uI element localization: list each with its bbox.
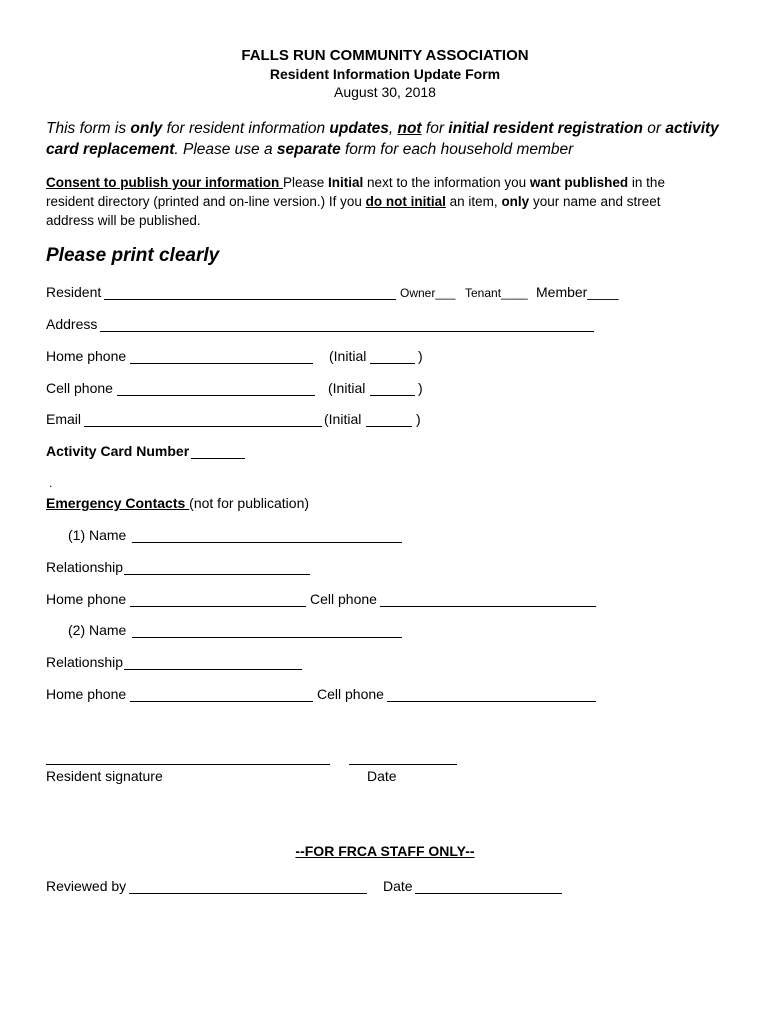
staff-date-field[interactable] xyxy=(415,892,562,894)
contact1-home-phone-label: Home phone xyxy=(46,591,127,607)
contact2-cell-phone-field[interactable] xyxy=(387,700,596,702)
intro-t9: or xyxy=(642,120,666,137)
email-initial-close: ) xyxy=(416,411,421,427)
intro-t3: for resident information xyxy=(162,120,330,137)
email-field[interactable] xyxy=(84,425,322,427)
consent-s9: only xyxy=(501,194,530,209)
staff-date-label: Date xyxy=(383,878,413,894)
contact1-home-phone-field[interactable] xyxy=(130,605,306,607)
home-phone-field[interactable] xyxy=(130,362,313,364)
signature-date-field[interactable] xyxy=(349,763,457,765)
consent-paragraph xyxy=(46,173,665,230)
consent-s8: an item, xyxy=(445,194,502,209)
intro-t7: for xyxy=(421,120,449,137)
emergency-note: (not for publication) xyxy=(189,495,310,511)
print-clearly-heading: Please print clearly xyxy=(46,245,220,266)
intro-t6: not xyxy=(397,120,422,137)
contact1-cell-phone-field[interactable] xyxy=(380,605,596,607)
consent-s1: Please xyxy=(283,175,329,190)
stray-dot: . xyxy=(49,476,53,490)
intro-t1: This form is xyxy=(46,120,131,137)
consent-s2: Initial xyxy=(328,175,364,190)
contact2-home-phone-label: Home phone xyxy=(46,686,127,702)
intro-t8: initial resident registration xyxy=(448,120,643,137)
home-phone-label: Home phone xyxy=(46,348,127,364)
home-phone-initial-open: (Initial xyxy=(329,348,367,364)
address-field[interactable] xyxy=(100,330,594,332)
consent-s10: your name and street xyxy=(529,194,661,209)
form-date: August 30, 2018 xyxy=(334,84,436,100)
intro-paragraph xyxy=(46,118,719,160)
signature-field[interactable] xyxy=(46,763,330,765)
staff-only-text: --FOR FRCA STAFF ONLY-- xyxy=(295,843,475,859)
tenant-option[interactable]: Tenant____ xyxy=(465,286,528,300)
consent-s11: address will be published. xyxy=(46,213,201,228)
intro-t14: form for each household member xyxy=(340,141,574,158)
contact1-relationship-label: Relationship xyxy=(46,559,124,575)
consent-s7: do not initial xyxy=(365,194,446,209)
contact2-name-label: (2) Name xyxy=(68,622,127,638)
org-name: FALLS RUN COMMUNITY ASSOCIATION xyxy=(241,47,529,64)
activity-card-field[interactable] xyxy=(191,457,245,459)
address-label: Address xyxy=(46,316,98,332)
activity-card-label: Activity Card Number xyxy=(46,443,190,459)
contact2-cell-phone-label: Cell phone xyxy=(317,686,384,702)
intro-t5: , xyxy=(388,120,398,137)
resident-label: Resident xyxy=(46,284,102,300)
intro-t11: card replacement xyxy=(46,141,175,158)
resident-field[interactable] xyxy=(104,298,396,300)
intro-t13: separate xyxy=(276,141,341,158)
consent-s5: in the xyxy=(628,175,665,190)
email-initial-field[interactable] xyxy=(366,425,412,427)
email-initial-open: (Initial xyxy=(324,411,362,427)
intro-t12: . Please use a xyxy=(174,141,277,158)
contact2-relationship-label: Relationship xyxy=(46,654,124,670)
cell-phone-initial-field[interactable] xyxy=(370,394,415,396)
consent-heading: Consent to publish your information xyxy=(46,175,283,190)
owner-option[interactable]: Owner___ xyxy=(400,286,456,300)
email-label: Email xyxy=(46,411,82,427)
signature-label: Resident signature xyxy=(46,768,163,784)
contact1-name-field[interactable] xyxy=(132,541,402,543)
consent-s6: resident directory (printed and on-line version.) If you xyxy=(46,194,366,209)
contact1-cell-phone-label: Cell phone xyxy=(310,591,377,607)
consent-s4: want published xyxy=(529,175,629,190)
intro-t2: only xyxy=(130,120,163,137)
contact1-relationship-field[interactable] xyxy=(124,573,310,575)
contact2-home-phone-field[interactable] xyxy=(130,700,313,702)
contact2-name-field[interactable] xyxy=(132,636,402,638)
cell-phone-initial-open: (Initial xyxy=(328,380,366,396)
home-phone-initial-close: ) xyxy=(418,348,423,364)
contact1-name-label: (1) Name xyxy=(68,527,127,543)
emergency-heading-line xyxy=(46,495,309,511)
contact2-relationship-field[interactable] xyxy=(124,668,302,670)
intro-t10: activity xyxy=(665,120,719,137)
member-option[interactable]: Member____ xyxy=(536,284,619,300)
cell-phone-label: Cell phone xyxy=(46,380,113,396)
staff-only-heading xyxy=(0,843,770,859)
home-phone-initial-field[interactable] xyxy=(370,362,415,364)
consent-s3: next to the information you xyxy=(363,175,530,190)
reviewed-by-field[interactable] xyxy=(129,892,367,894)
emergency-heading: Emergency Contacts xyxy=(46,495,190,511)
form-title: Resident Information Update Form xyxy=(269,66,501,82)
cell-phone-field[interactable] xyxy=(117,394,315,396)
signature-date-label: Date xyxy=(367,768,397,784)
reviewed-by-label: Reviewed by xyxy=(46,878,127,894)
cell-phone-initial-close: ) xyxy=(418,380,423,396)
intro-t4: updates xyxy=(329,120,389,137)
